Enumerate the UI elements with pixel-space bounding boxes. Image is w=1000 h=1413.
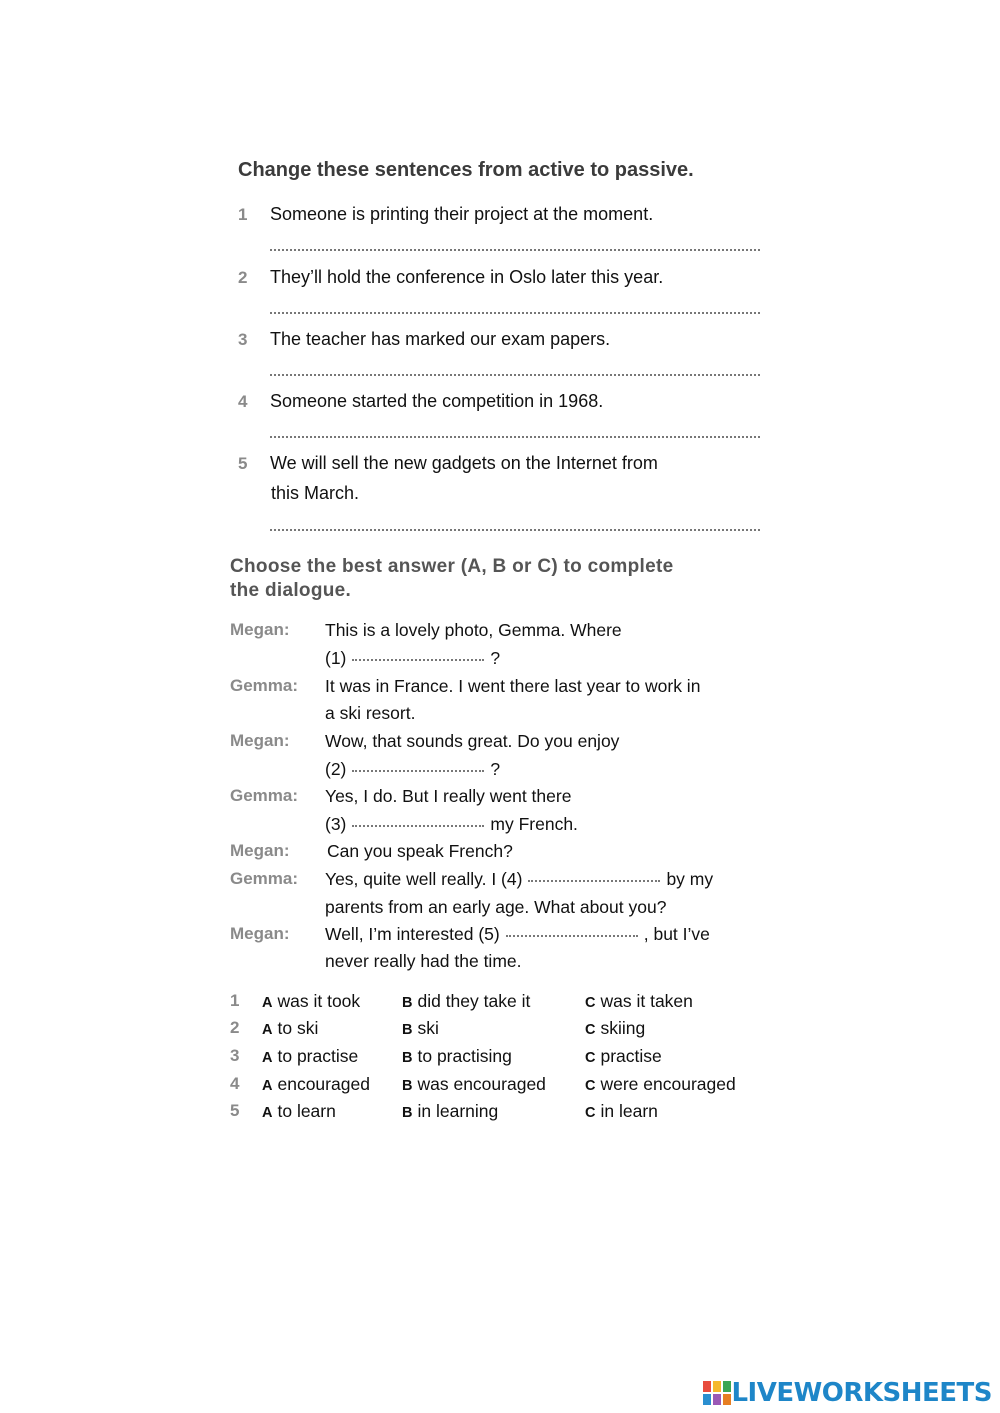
section1-title: Change these sentences from active to passive.: [238, 159, 694, 181]
item-number: 2: [238, 268, 248, 287]
item-number: 3: [238, 330, 248, 349]
dialogue-line: Wow, that sounds great. Do you enjoy: [325, 731, 620, 751]
item-number: 1: [238, 205, 248, 224]
option-number: 1: [230, 991, 240, 1010]
sentence-5-cont: this March.: [271, 483, 360, 503]
option-b[interactable]: B in learning: [402, 1101, 499, 1121]
speaker-label: Megan:: [230, 731, 290, 750]
answer-line-4[interactable]: [270, 436, 760, 438]
dialogue-line: (3) my French.: [325, 814, 578, 834]
answer-line-5[interactable]: [270, 529, 760, 531]
sentence-4: Someone started the competition in 1968.: [270, 391, 604, 411]
speaker-label: Megan:: [230, 620, 290, 639]
option-b[interactable]: B did they take it: [402, 991, 531, 1011]
gap-1[interactable]: [352, 659, 484, 661]
option-c[interactable]: C was it taken: [585, 991, 693, 1011]
option-c[interactable]: C were encouraged: [585, 1074, 736, 1094]
option-c[interactable]: C in learn: [585, 1101, 658, 1121]
option-a[interactable]: A to ski: [262, 1018, 319, 1038]
item-number: 4: [238, 392, 248, 411]
option-a[interactable]: A to practise: [262, 1046, 359, 1066]
speaker-label: Gemma:: [230, 869, 299, 888]
dialogue-line: never really had the time.: [325, 951, 522, 971]
speaker-label: Megan:: [230, 924, 290, 943]
option-number: 2: [230, 1018, 240, 1037]
item-number: 5: [238, 454, 248, 473]
option-number: 3: [230, 1046, 240, 1065]
gap-5[interactable]: [506, 935, 638, 937]
option-number: 5: [230, 1101, 240, 1120]
option-a[interactable]: A to learn: [262, 1101, 336, 1121]
speaker-label: Megan:: [230, 841, 290, 860]
dialogue-line: It was in France. I went there last year to work in: [325, 676, 701, 696]
speaker-label: Gemma:: [230, 786, 299, 805]
option-b[interactable]: B ski: [402, 1018, 439, 1038]
option-c[interactable]: C skiing: [585, 1018, 646, 1038]
answer-line-1[interactable]: [270, 249, 760, 251]
gap-2[interactable]: [352, 770, 484, 772]
option-c[interactable]: C practise: [585, 1046, 662, 1066]
dialogue-line: Can you speak French?: [327, 841, 513, 861]
speaker-label: Gemma:: [230, 676, 299, 695]
answer-line-2[interactable]: [270, 312, 760, 314]
option-a[interactable]: A encouraged: [262, 1074, 370, 1094]
liveworksheets-logo: [703, 1378, 992, 1408]
sentence-3: The teacher has marked our exam papers.: [270, 329, 611, 349]
sentence-2: They’ll hold the conference in Oslo later this year.: [270, 267, 664, 287]
dialogue-line: This is a lovely photo, Gemma. Where: [325, 620, 622, 640]
answer-line-3[interactable]: [270, 374, 760, 376]
logo-icon: [703, 1381, 731, 1405]
logo-text: LIVEWORKSHEETS: [731, 1378, 992, 1408]
gap-4[interactable]: [528, 880, 660, 882]
option-a[interactable]: A was it took: [262, 991, 361, 1011]
dialogue-line: Yes, quite well really. I (4) by my: [325, 869, 714, 889]
dialogue-line: parents from an early age. What about you?: [325, 897, 667, 917]
dialogue-line: (1) ?: [325, 648, 501, 668]
option-b[interactable]: B to practising: [402, 1046, 512, 1066]
sentence-5: We will sell the new gadgets on the Internet from: [270, 453, 658, 473]
dialogue-line: Well, I’m interested (5) , but I’ve: [325, 924, 710, 944]
dialogue-line: a ski resort.: [325, 703, 416, 723]
sentence-1: Someone is printing their project at the moment.: [270, 204, 654, 224]
option-number: 4: [230, 1074, 240, 1093]
gap-3[interactable]: [352, 825, 484, 827]
section2-title: Choose the best answer (A, B or C) to complete the dialogue.: [230, 556, 674, 601]
option-b[interactable]: B was encouraged: [402, 1074, 546, 1094]
dialogue-line: (2) ?: [325, 759, 501, 779]
dialogue-line: Yes, I do. But I really went there: [325, 786, 572, 806]
